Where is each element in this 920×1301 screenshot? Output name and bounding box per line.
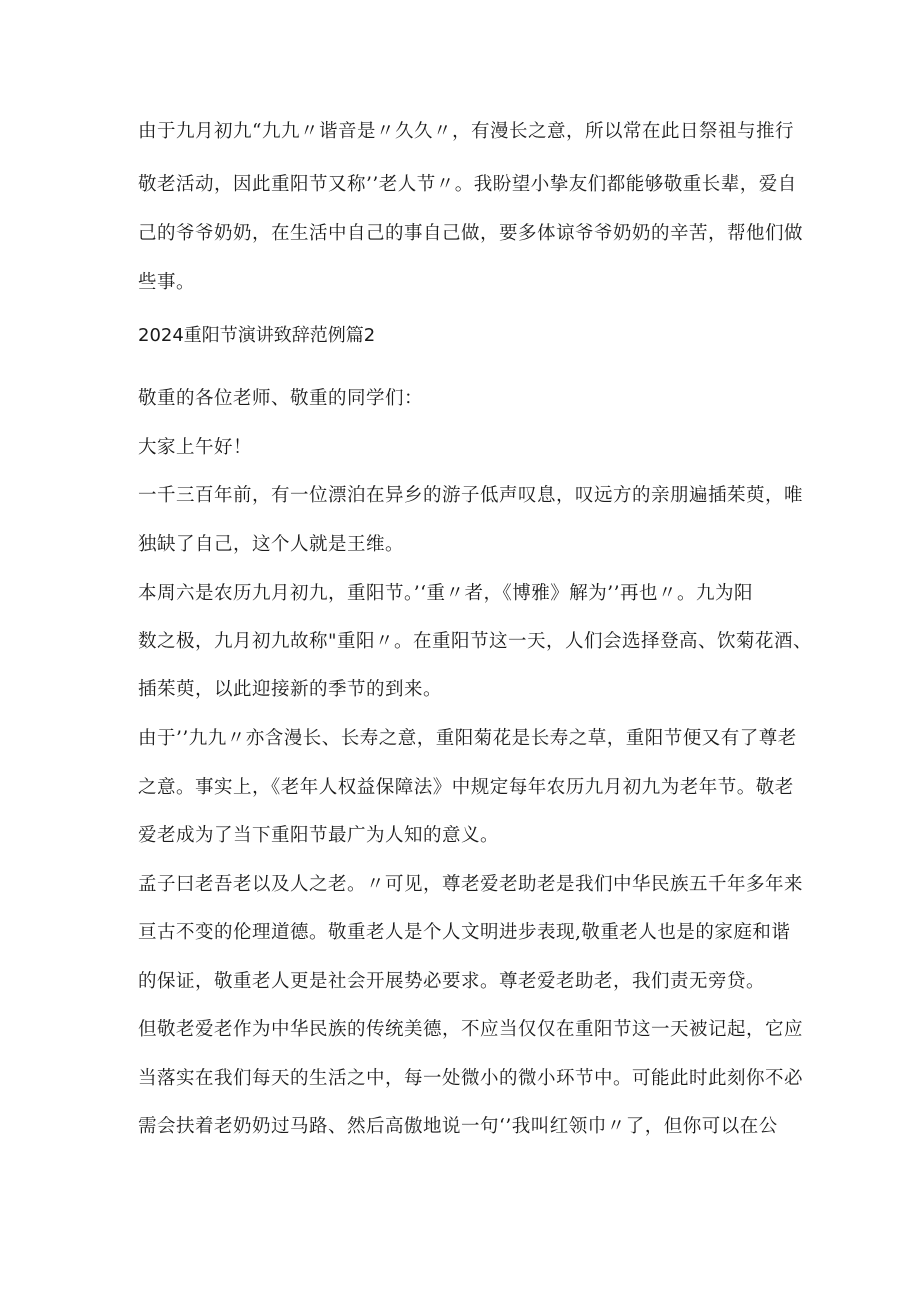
paragraph-6-line-2: 当落实在我们每天的生活之中，每一处微小的微小环节中。可能此时此刻你不必 (138, 1068, 804, 1089)
paragraph-2-line-2: 独缺了自己，这个人就是王维。 (138, 534, 405, 555)
paragraph-1-line-3: 己的爷爷奶奶，在生活中自己的事自己做，要多体谅爷爷奶奶的辛苦，帮他们做 (138, 223, 804, 244)
paragraph-5-line-3: 的保证，敬重老人更是社会开展势必要求。尊老爱老助老，我们责无旁贷。 (138, 971, 766, 992)
greeting-line: 敬重的各位老师、敬重的同学们： (138, 388, 424, 409)
paragraph-1-line-1: 由于九月初九“九九〃谐音是〃久久〃，有漫长之意，所以常在此日祭祖与推行 (138, 121, 794, 142)
paragraph-5-line-1: 孟子曰老吾老以及人之老。〃可见，尊老爱老助老是我们中华民族五千年多年来 (138, 874, 804, 895)
paragraph-3-line-2: 数之极，九月初九故称"重阳〃。在重阳节这一天，人们会选择登高、饮菊花酒、 (138, 631, 813, 652)
paragraph-1-line-2: 敬老活动，因此重阳节又称’’老人节〃。我盼望小挚友们都能够敬重长辈，爱自 (138, 174, 797, 195)
paragraph-2-line-1: 一千三百年前，有一位漂泊在异乡的游子低声叹息，叹远方的亲朋遍插茱萸，唯 (138, 485, 804, 506)
paragraph-5-line-2: 亘古不变的伦理道德。敬重老人是个人文明进步表现,敬重老人也是的家庭和谐 (138, 922, 791, 943)
hello-line: 大家上午好！ (138, 437, 253, 458)
paragraph-3-line-3: 插茱萸，以此迎接新的季节的到来。 (138, 679, 443, 700)
paragraph-1-line-4: 些事。 (138, 272, 196, 293)
paragraph-6-line-1: 但敬老爱老作为中华民族的传统美德，不应当仅仅在重阳节这一天被记起，它应 (138, 1019, 804, 1040)
paragraph-4-line-1: 由于’’九九〃亦含漫长、长寿之意，重阳菊花是长寿之草，重阳节便又有了尊老 (138, 728, 797, 749)
paragraph-3-line-1: 本周六是农历九月初九，重阳节。’‘重〃者，《博雅》解为’’再也〃。九为阳 (138, 583, 754, 604)
paragraph-4-line-2: 之意。事实上，《老年人权益保障法》中规定每年农历九月初九为老年节。敬老 (138, 777, 794, 798)
paragraph-4-line-3: 爱老成为了当下重阳节最广为人知的意义。 (138, 825, 500, 846)
paragraph-6-line-3: 需会扶着老奶奶过马路、然后高傲地说一句‘’我叫红领巾〃了，但你可以在公 (138, 1116, 778, 1137)
section-heading: 2024重阳节演讲致辞范例篇2 (138, 325, 376, 346)
